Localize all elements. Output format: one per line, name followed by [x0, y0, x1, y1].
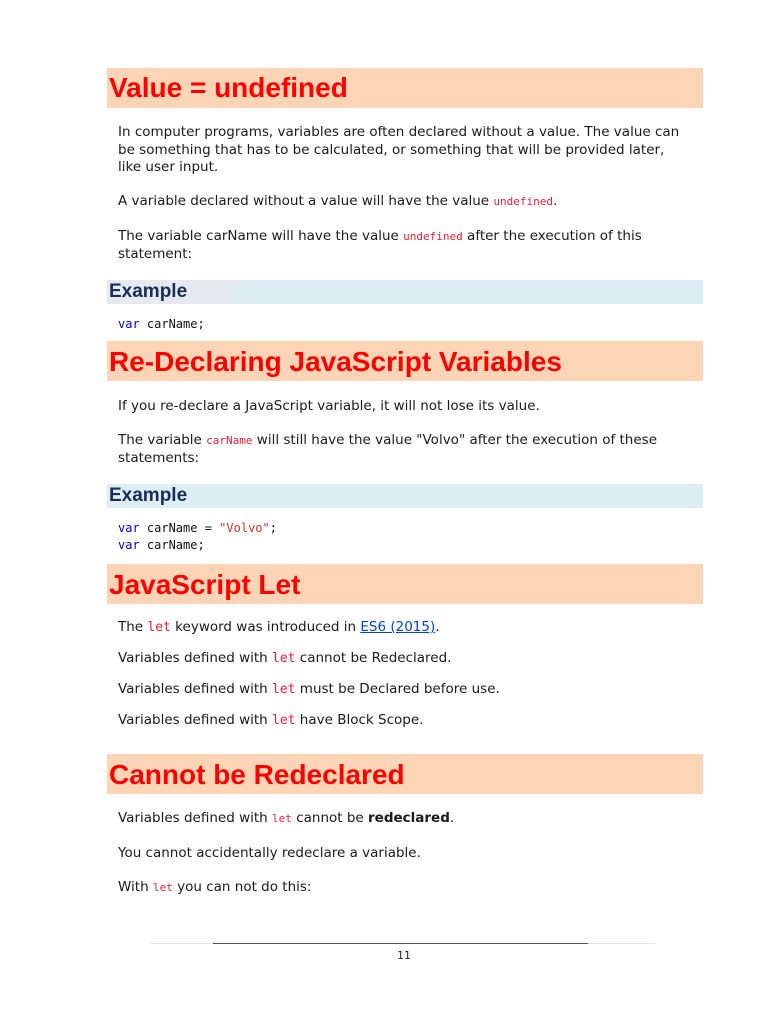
text: have Block Scope.	[295, 712, 424, 728]
text: Variables defined with	[118, 810, 273, 826]
heading-bar-cannot-redeclare	[107, 754, 703, 794]
text: With	[118, 879, 153, 895]
paragraph-undefined-default	[118, 193, 688, 211]
heading-bar-let	[107, 564, 703, 604]
paragraph-let-declared	[118, 681, 688, 699]
code-keyword-let: let	[152, 881, 173, 894]
code-text: carName;	[139, 538, 205, 552]
code-keyword-let: let	[272, 651, 296, 666]
text: keyword was introduced in	[170, 619, 361, 635]
code-keyword-undefined: undefined	[493, 195, 554, 208]
code-var-keyword: var	[118, 538, 140, 552]
paragraph-let-redeclared	[118, 650, 688, 668]
es6-link[interactable]: ES6 (2015)	[360, 619, 436, 635]
text: must be Declared before use.	[295, 681, 500, 697]
paragraph-cannot-redeclare	[118, 810, 688, 828]
text: The	[118, 619, 148, 635]
heading-bar-value-undefined	[107, 68, 703, 108]
code-text: carName =	[139, 521, 220, 535]
bold-text: redeclared	[368, 810, 450, 826]
footer-divider-dark	[213, 943, 588, 944]
code-line	[118, 537, 277, 554]
paragraph-redeclare-volvo	[118, 432, 688, 467]
text: cannot be Redeclared.	[295, 650, 452, 666]
code-keyword-let: let	[147, 620, 171, 635]
text: Variables defined with	[118, 650, 273, 666]
code-text: ;	[269, 521, 277, 535]
text: A variable declared without a value will have the value	[118, 193, 494, 209]
text: you can not do this:	[172, 879, 312, 895]
code-line	[118, 316, 205, 333]
paragraph-redeclare-intro: If you re-declare a JavaScript variable, it will not lose its value.	[118, 398, 540, 414]
code-block-2	[118, 520, 277, 554]
text: cannot be	[291, 810, 369, 826]
example-bar-2	[107, 484, 703, 508]
paragraph-let-intro	[118, 619, 688, 637]
paragraph-undefined-intro: In computer programs, variables are often declared without a value. The value can be something that has to be calculated, or something that will be provided later, like user input.	[118, 124, 680, 175]
example-bar-1	[107, 280, 703, 304]
text: .	[553, 193, 558, 209]
text: The variable	[118, 432, 207, 448]
code-keyword-let: let	[272, 682, 296, 697]
code-block-1	[118, 316, 205, 333]
heading-bar-redeclaring	[107, 341, 703, 381]
paragraph-let-block-scope	[118, 712, 688, 730]
text: will still have the value "Volvo" after the execution of these statements:	[118, 432, 657, 466]
code-keyword-let: let	[272, 713, 296, 728]
paragraph-accidental: You cannot accidentally redeclare a variable.	[118, 845, 421, 861]
heading-let: JavaScript Let	[109, 569, 301, 600]
paragraph-carname-undefined	[118, 228, 688, 263]
example-label: Example	[109, 281, 188, 302]
code-keyword-let: let	[272, 812, 292, 825]
text: Variables defined with	[118, 681, 273, 697]
text: after the execution of this statement:	[118, 228, 642, 262]
heading-value-undefined: Value = undefined	[109, 72, 348, 103]
code-line	[118, 520, 277, 537]
code-var-keyword: var	[118, 317, 140, 331]
heading-redeclaring: Re-Declaring JavaScript Variables	[109, 346, 562, 377]
code-text: carName;	[139, 317, 205, 331]
code-var-keyword: var	[118, 521, 140, 535]
code-keyword-carname: carName	[206, 434, 253, 447]
heading-cannot-redeclare: Cannot be Redeclared	[109, 759, 405, 790]
text: Variables defined with	[118, 712, 273, 728]
code-string: "Volvo"	[219, 521, 270, 535]
text: The variable carName will have the value	[118, 228, 404, 244]
page-number: 11	[397, 949, 411, 962]
paragraph-with-let	[118, 879, 688, 897]
example-label: Example	[109, 485, 188, 506]
text: .	[449, 810, 455, 826]
footer-divider	[150, 943, 655, 944]
code-keyword-undefined: undefined	[403, 230, 463, 243]
text: .	[435, 619, 440, 635]
